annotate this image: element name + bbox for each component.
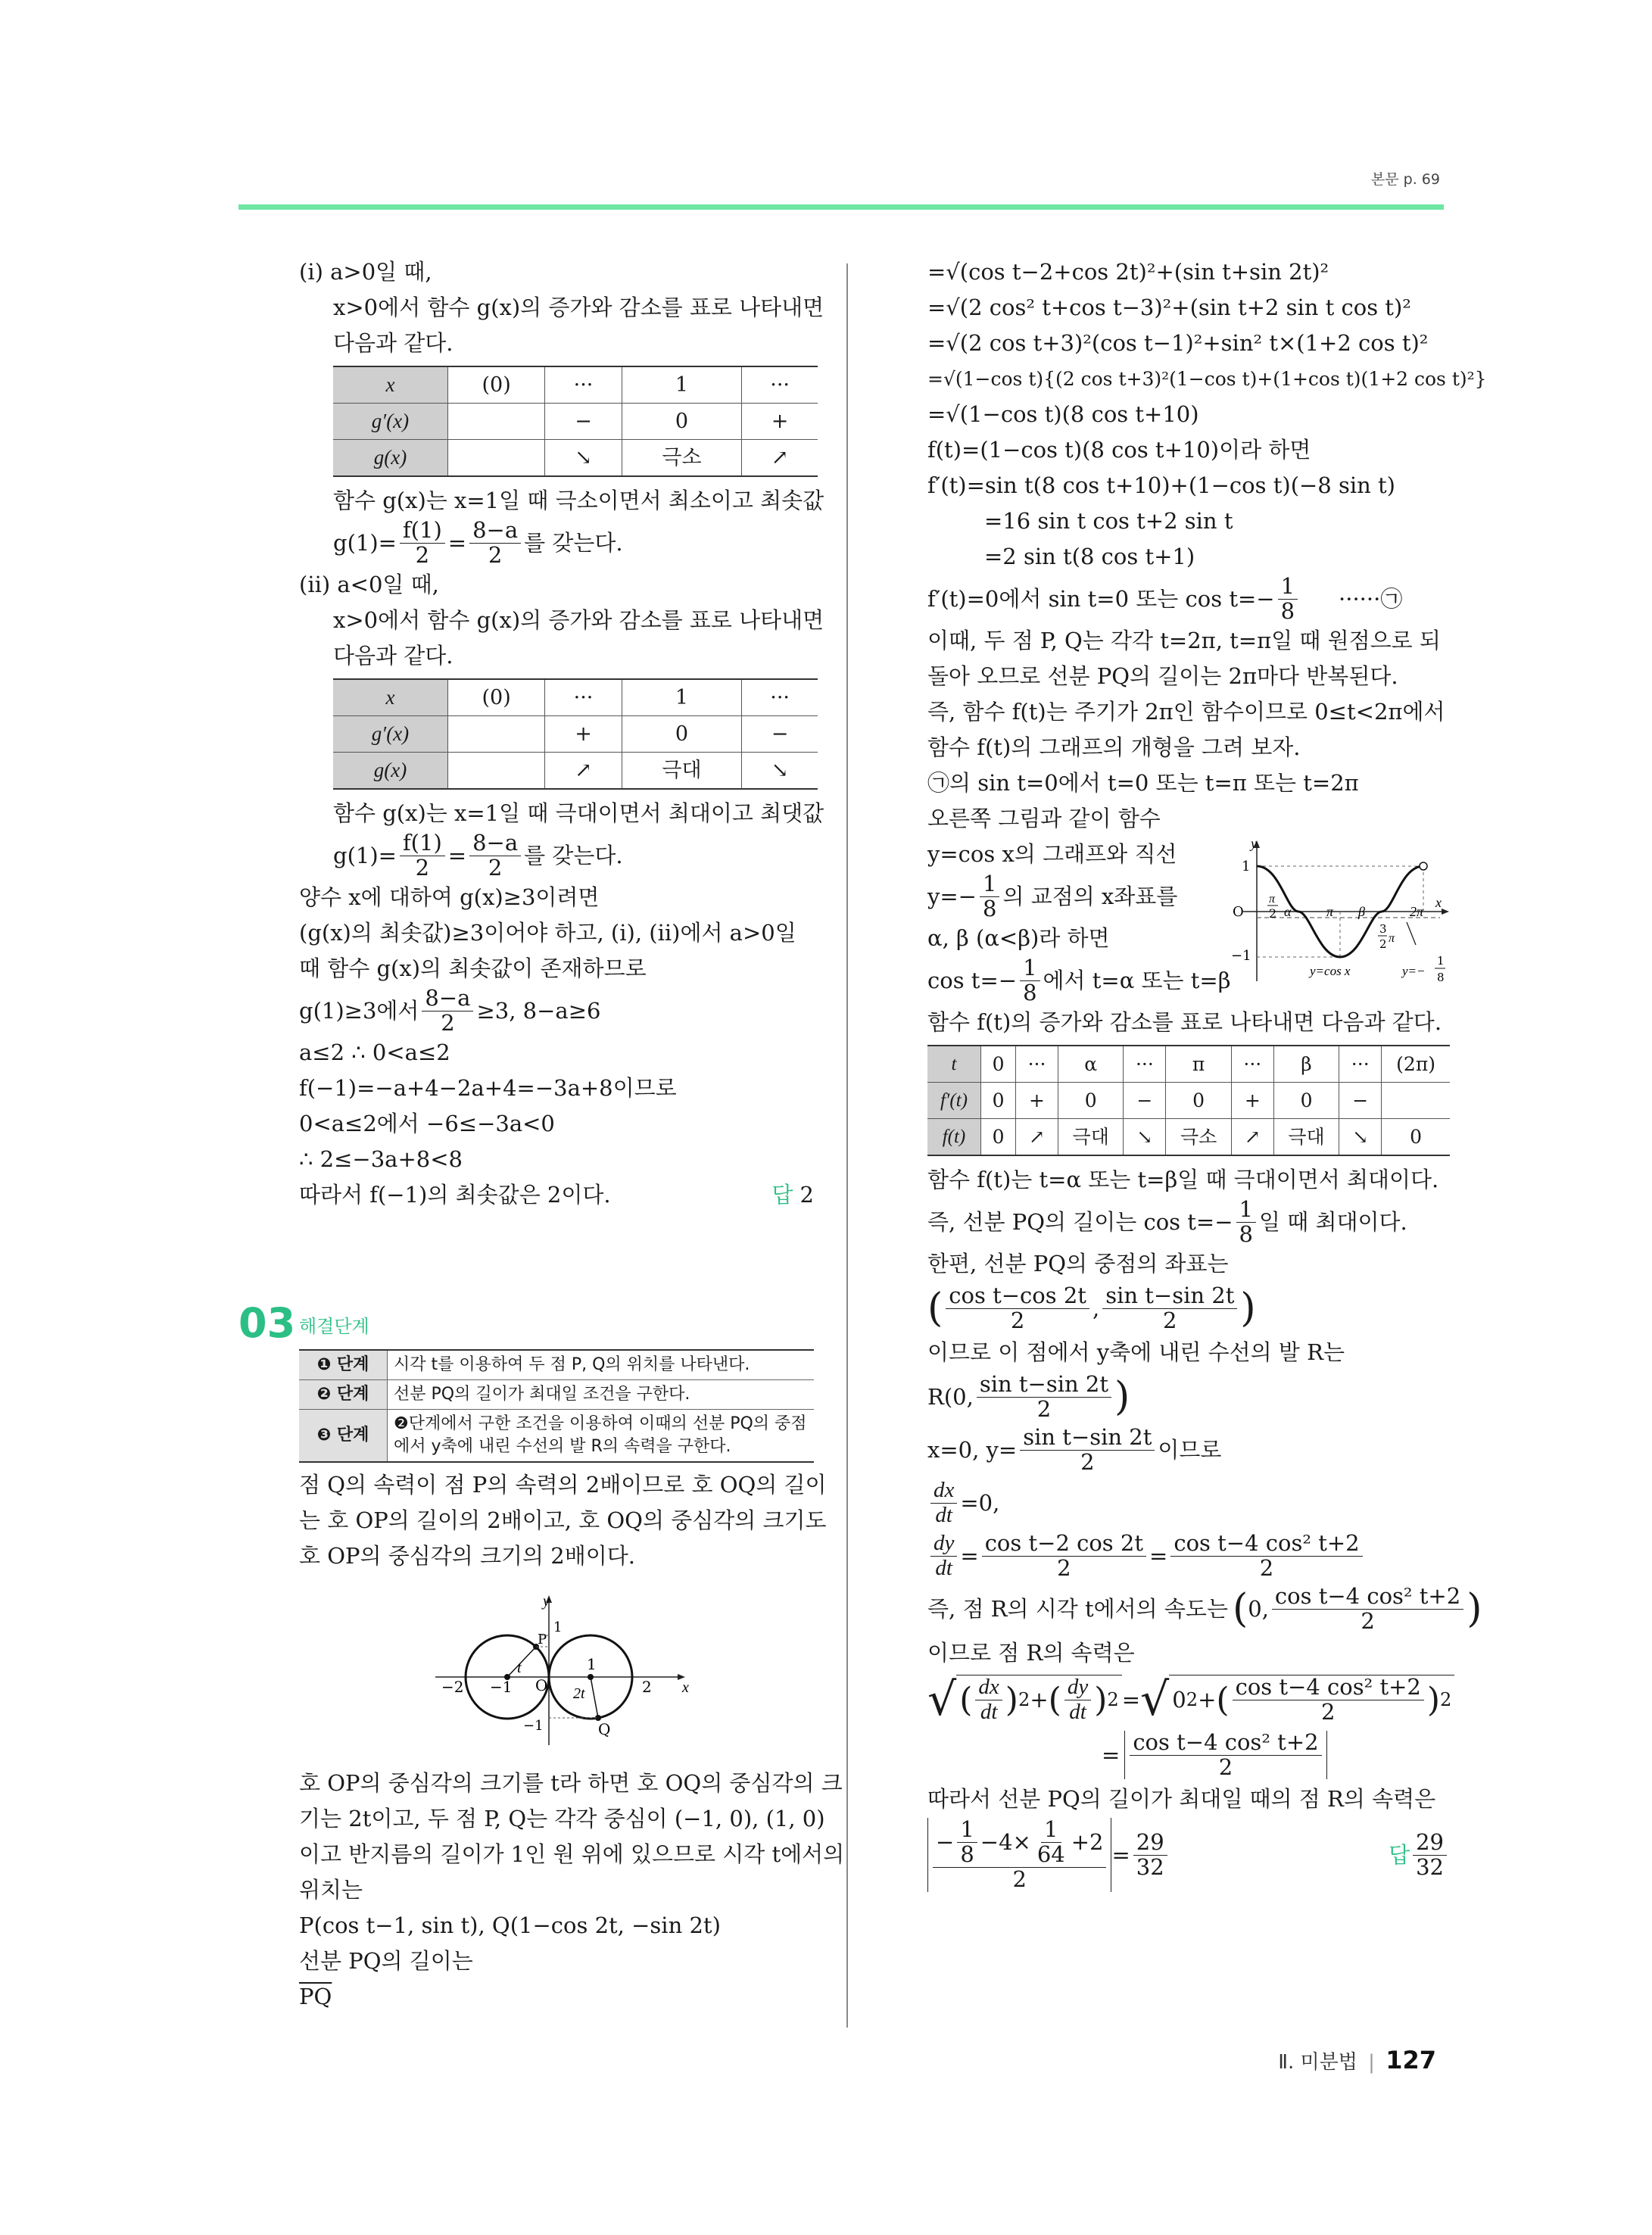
case1-line3: 함수 g(x)는 x=1일 때 극소이면서 최소이고 최솟값: [333, 488, 824, 513]
table-f-increase-decrease: [927, 1045, 1450, 1156]
angle-label-t: t: [517, 1660, 522, 1676]
steps-table: [299, 1349, 814, 1463]
tick-label: 3: [1379, 922, 1387, 936]
point-label-Q: Q: [598, 1720, 611, 1738]
origin-label: O: [1233, 904, 1244, 920]
equation-line: =√(2 cos² t+cos t−3)²+(sin t+2 sin t cos t)²: [927, 295, 1411, 320]
equation-line: x=0, y= $\frac{\text{sin t−sin 2t}}{2}$ 이므로: [927, 1423, 1222, 1475]
final-speed: − $\frac{1}{8}$ −4× $\frac{1}{64}$ +2 2 = $\frac{29}{32}$ 답 $\frac{29}{32}$: [927, 1817, 1450, 1893]
answer-label: 답: [771, 1182, 793, 1208]
solution-line: 함수 f(t)의 그래프의 개형을 그려 보자.: [927, 734, 1301, 760]
table-row: g′(x) − 0 +: [333, 404, 818, 440]
answer-value: 2: [800, 1182, 814, 1208]
solution-line: 따라서 선분 PQ의 길이가 최대일 때의 점 R의 속력은: [927, 1786, 1436, 1812]
line-label: 8: [1437, 971, 1445, 984]
tick-label: −1: [523, 1718, 544, 1734]
axis-label-x: x: [682, 1679, 689, 1696]
case2-max-value: g(1)= $\frac{f(1)}{2}$ = $\frac{8-a}{2}$ 를 갖는다.: [333, 829, 623, 881]
case1-line2: 다음과 같다.: [333, 330, 454, 356]
tick-label: 2: [1269, 906, 1277, 921]
solution-line: 양수 x에 대하여 g(x)≥3이려면: [299, 884, 600, 910]
tick-label: π: [1326, 904, 1334, 919]
solution-line: 0<a≤2에서 −6≤−3a<0: [299, 1111, 555, 1136]
tick-label: 2: [642, 1678, 652, 1696]
table-row: g′(x) + 0 −: [333, 716, 818, 753]
tick-label: −2: [441, 1678, 464, 1696]
solution-line: f(−1)=−a+4−2a+4=−3a+8이므로: [299, 1075, 677, 1101]
solution-line: 즉, 선분 PQ의 길이는 cos t=− $\frac{1}{8}$ 일 때 최대이다.: [927, 1195, 1407, 1247]
axis-label-y: y: [1251, 839, 1257, 851]
table-row: t 0 ··· α ··· π ··· β ··· (2π): [927, 1046, 1450, 1083]
page-number: 127: [1385, 2046, 1436, 2074]
table-row: x (0) ··· 1 ···: [333, 679, 818, 716]
solution-line: α, β (α<β)라 하면: [927, 925, 1110, 951]
positions-formula: P(cos t−1, sin t), Q(1−cos 2t, −sin 2t): [299, 1912, 721, 1938]
solution-line: 즉, 함수 f(t)는 주기가 2π인 함수이므로 0≤t<2π에서: [927, 699, 1445, 725]
solution-line: 때 함수 g(x)의 최솟값이 존재하므로: [299, 955, 647, 981]
table-row: ❶ 단계 시각 t를 이용하여 두 점 P, Q의 위치를 나타낸다.: [299, 1350, 814, 1380]
solution-line: 오른쪽 그림과 같이 함수: [927, 806, 1161, 831]
line-label: 1: [1437, 954, 1445, 968]
segment-PQ: $\overline{PQ}$: [299, 1984, 332, 2009]
equation-line: f′(t)=0에서 sin t=0 또는 cos t=− $\frac{1}{8}$ ······㉠: [927, 572, 1403, 624]
tick-label: −1: [1231, 948, 1251, 964]
tick-label: π: [1389, 932, 1395, 945]
case1-min-value: g(1)= $\frac{f(1)}{2}$ = $\frac{8-a}{2}$ 를 갖는다.: [333, 516, 623, 568]
equation-line: =√(1−cos t)(8 cos t+10): [927, 401, 1199, 427]
table-row: ❷ 단계 선분 PQ의 길이가 최대일 조건을 구한다.: [299, 1380, 814, 1410]
equation-line: f(t)=(1−cos t)(8 cos t+10)이라 하면: [927, 437, 1311, 463]
two-circles-figure: [428, 1594, 693, 1753]
tick-label: −1: [490, 1678, 513, 1696]
solution-line: 는 호 OP의 길이의 2배이고, 호 OQ의 중심각의 크기도: [299, 1507, 827, 1533]
section03-text-bottom: [299, 1766, 845, 2015]
tick-label: π: [1269, 893, 1276, 906]
solution-line: 선분 PQ의 길이는: [299, 1948, 473, 1974]
solution-line: ∴ 2≤−3a+8<8: [299, 1146, 463, 1172]
solution-conclusion: 따라서 f(−1)의 최솟값은 2이다. 답 2: [299, 1182, 814, 1208]
tick-label: 1: [553, 1619, 563, 1635]
case2-line1: x>0에서 함수 g(x)의 증가와 감소를 표로 나타내면: [333, 607, 824, 633]
solution-line: 위치는: [299, 1877, 363, 1903]
solution-line: 이므로 이 점에서 y축에 내린 수선의 발 R는: [927, 1339, 1345, 1365]
page-reference: 본문 p. 69: [1370, 171, 1440, 188]
tick-label-beta: β: [1358, 904, 1365, 919]
velocity-line: 즉, 점 R의 시각 t에서의 속도는 ( 0, $\frac{\text{cos t−4 cos² t+2}}{2}$ ): [927, 1582, 1482, 1634]
speed-formula: √ ( $\frac{dx}{dt}$ ) 2 + ( $\frac{dy}{dt}$ ) 2 = √ 0 2 + ( $\frac{\text{cos t−4 cos² t+2}}{2}$ ) 2: [927, 1671, 1450, 1728]
point-label-P: P: [538, 1632, 547, 1647]
equation-line: $\frac{dy}{dt}$ = $\frac{\text{cos t−2 cos 2t}}{2}$ = $\frac{\text{cos t−4 cos² t+2}}{2}$: [927, 1529, 1450, 1582]
solution-inequality: g(1)≥3에서 $\frac{8-a}{2}$ ≥3, 8−a≥6: [299, 984, 601, 1036]
speed-simplified: = $\frac{\text{cos t−4 cos² t+2}}{2}$: [927, 1728, 1450, 1781]
chapter-label: Ⅱ. 미분법: [1278, 2051, 1357, 2074]
tick-label: 2: [1379, 937, 1387, 951]
table-row: x (0) ··· 1 ···: [333, 366, 818, 404]
equation-line: =16 sin t cos t+2 sin t: [984, 508, 1233, 534]
case2-line2: 다음과 같다.: [333, 643, 454, 669]
line-label: y=−: [1402, 964, 1426, 978]
table-row: ❸ 단계 ❷단계에서 구한 조건을 이용하여 이때의 선분 PQ의 중점에서 y축에 내린 수선의 발 R의 속력을 구한다.: [299, 1410, 814, 1463]
answer-value: $\frac{29}{32}$: [1413, 1831, 1447, 1880]
table-case1: [333, 366, 818, 477]
equation-line: =√(1−cos t){(2 cos t+3)²(1−cos t)+(1+cos t)(1+2 cos t)²}: [927, 368, 1487, 390]
table-row: f(t) 0 ↗ 극대 ↘ 극소 ↗ 극대 ↘ 0: [927, 1119, 1450, 1156]
angle-label-2t: 2t: [573, 1685, 585, 1702]
axis-label-x: x: [1435, 895, 1442, 910]
header-rule: [238, 204, 1444, 210]
solution-line: 이때, 두 점 P, Q는 각각 t=2π, t=π일 때 원점으로 되: [927, 628, 1441, 653]
table-row: f′(t) 0 + 0 − 0 + 0 −: [927, 1083, 1450, 1119]
solution-line: 한편, 선분 PQ의 중점의 좌표는: [927, 1251, 1229, 1276]
table-row: g(x) ↘ 극소 ↗: [333, 440, 818, 477]
solution-line: 돌아 오므로 선분 PQ의 길이는 2π마다 반복된다.: [927, 663, 1398, 689]
solution-line: (g(x)의 최솟값)≥3이어야 하고, (ⅰ), (ⅱ)에서 a>0일: [299, 920, 796, 946]
tick-label: 1: [587, 1655, 597, 1673]
table-row: g(x) ↗ 극대 ↘: [333, 753, 818, 790]
solution-line: 점 Q의 속력이 점 P의 속력의 2배이므로 호 OQ의 길이: [299, 1472, 827, 1498]
solution-line: a≤2 ∴ 0<a≤2: [299, 1040, 450, 1065]
solution-line: 함수 f(t)의 증가와 감소를 표로 나타내면 다음과 같다.: [927, 1009, 1442, 1035]
solution-line: ㉠의 sin t=0에서 t=0 또는 t=π 또는 t=2π: [927, 770, 1359, 796]
point-R-formula: R(0, $\frac{\text{sin t−sin 2t}}{2}$ ): [927, 1370, 1130, 1422]
section03-text-top: [299, 1467, 827, 1574]
case2-line3: 함수 g(x)는 x=1일 때 극대이면서 최대이고 최댓값: [333, 800, 824, 826]
case2-heading: (ⅱ) a<0일 때,: [299, 572, 439, 597]
section-label: 해결단계: [299, 1316, 369, 1337]
left-column: [299, 254, 824, 1213]
solution-line: 함수 f(t)는 t=α 또는 t=β일 때 극대이면서 최대이다.: [927, 1167, 1439, 1192]
curve-label: y=cos x: [1310, 964, 1351, 978]
answer-label: 답: [1389, 1841, 1410, 1868]
case1-heading: (ⅰ) a>0일 때,: [299, 259, 432, 285]
equation-line: =√(2 cos t+3)²(cos t−1)²+sin² t×(1+2 cos t)²: [927, 330, 1429, 356]
solution-line: y=− $\frac{1}{8}$ 의 교점의 x좌표를: [927, 870, 1178, 921]
equation-line: =√(cos t−2+cos 2t)²+(sin t+sin 2t)²: [927, 259, 1329, 285]
case1-line1: x>0에서 함수 g(x)의 증가와 감소를 표로 나타내면: [333, 295, 824, 320]
solution-line: 이고 반지름의 길이가 1인 원 위에 있으므로 시각 t에서의: [299, 1841, 845, 1867]
solution-line: 이므로 점 R의 속력은: [927, 1640, 1135, 1666]
equation-line: =2 sin t(8 cos t+1): [984, 544, 1195, 569]
equation-line: $\frac{dx}{dt}$ =0,: [927, 1476, 1450, 1529]
solution-line: 호 OP의 중심각의 크기를 t라 하면 호 OQ의 중심각의 크: [299, 1770, 843, 1796]
midpoint-formula: ( $\frac{\text{cos t−cos 2t}}{2}$ , $\frac{\text{sin t−sin 2t}}{2}$ ): [927, 1282, 1256, 1333]
solution-line: 기는 2t이고, 두 점 P, Q는 각각 중심이 (−1, 0), (1, 0): [299, 1806, 825, 1831]
origin-label: O: [535, 1676, 548, 1694]
equation-line: f′(t)=sin t(8 cos t+10)+(1−cos t)(−8 sin t): [927, 472, 1395, 498]
table-case2: [333, 678, 818, 790]
right-column: [927, 254, 1487, 1893]
column-divider: [846, 263, 848, 2028]
problem-number: 03: [238, 1299, 296, 1347]
tick-label: 1: [1242, 859, 1251, 874]
tick-label-alpha: α: [1284, 904, 1292, 919]
solution-line: 호 OP의 중심각의 크기의 2배이다.: [299, 1543, 635, 1569]
cosine-graph-figure: [1220, 839, 1451, 990]
page-footer: Ⅱ. 미분법 | 127: [1278, 2046, 1436, 2074]
tick-label: 2π: [1410, 904, 1424, 919]
axis-label-y: y: [543, 1594, 550, 1610]
solution-line: y=cos x의 그래프와 직선: [927, 841, 1177, 867]
solution-line: cos t=− $\frac{1}{8}$ 에서 t=α 또는 t=β: [927, 954, 1231, 1005]
